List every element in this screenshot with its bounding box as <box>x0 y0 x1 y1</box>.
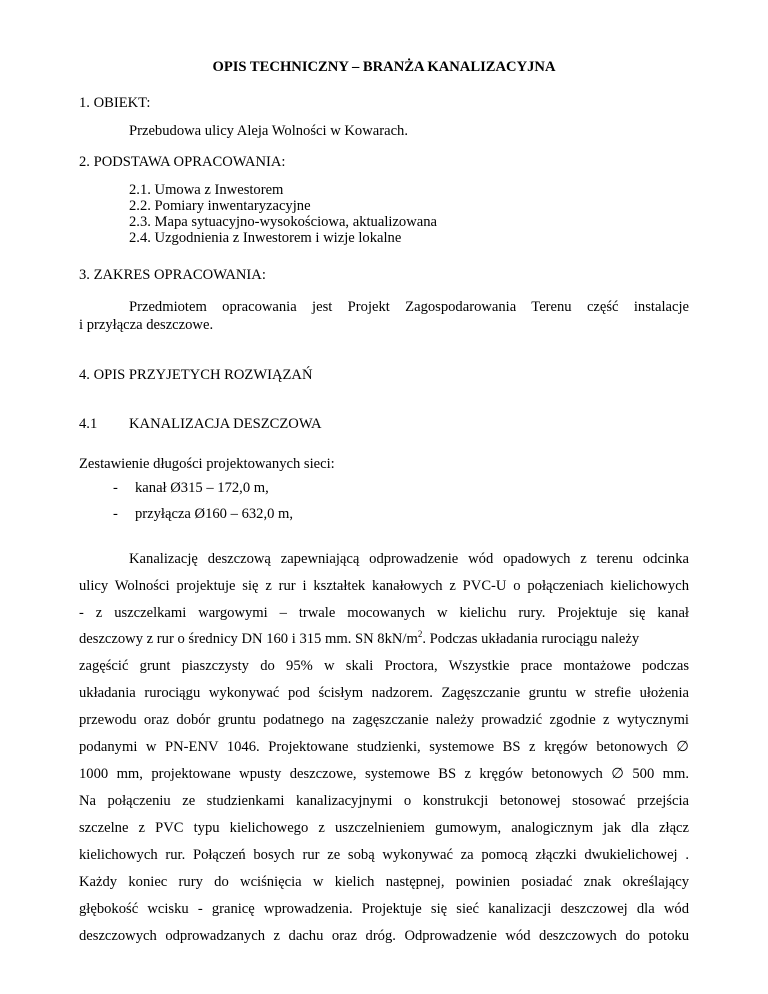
paragraph-line: układania rurociągu wykonywać pod ścisłym nadzorem. Zagęszczanie gruntu w strefie ułożenia <box>79 685 689 701</box>
paragraph-line: głębokość wcisku - granicę wprowadzenia. Projektuje się sieć kanalizacji deszczowej dla wód <box>79 901 689 917</box>
list-item: 2.4. Uzgodnienia z Inwestorem i wizje lokalne <box>129 230 402 246</box>
document-title: OPIS TECHNICZNY – BRANŻA KANALIZACYJNA <box>212 59 556 75</box>
paragraph-line: Kanalizację deszczową zapewniającą odprowadzenie wód opadowych z terenu odcinka <box>129 551 689 567</box>
subsection-title: KANALIZACJA DESZCZOWA <box>129 416 322 432</box>
paragraph-line: szczelne z PVC typu kielichowego z uszczelnieniem gumowym, analogicznym jak dla złącz <box>79 820 689 836</box>
section-4-heading: 4. OPIS PRZYJETYCH ROZWIĄZAŃ <box>79 367 313 383</box>
section-3-text-line: i przyłącza deszczowe. <box>79 317 214 333</box>
paragraph-line-start: deszczowy z rur o średnicy DN 160 i 315 mm. SN 8kN/m <box>79 631 418 647</box>
paragraph-line: kielichowych rur. Połączeń bosych rur ze sobą wykonywać za pomocą złączki dwukielichowej . <box>79 847 689 863</box>
paragraph-line: podanymi w PN-ENV 1046. Projektowane studzienki, systemowe BS z kręgów betonowych ∅ <box>79 739 689 755</box>
section-3-heading: 3. ZAKRES OPRACOWANIA: <box>79 267 266 283</box>
subsection-number: 4.1 <box>79 416 98 432</box>
list-bullet: - <box>113 480 118 496</box>
paragraph-line: Każdy koniec rury do wciśnięcia w kielich następnej, powinien posiadać znak określający <box>79 874 689 890</box>
list-item: 2.2. Pomiary inwentaryzacyjne <box>129 198 311 214</box>
list-item: kanał Ø315 – 172,0 m, <box>135 480 269 496</box>
section-2-heading: 2. PODSTAWA OPRACOWANIA: <box>79 154 286 170</box>
section-1-text: Przebudowa ulicy Aleja Wolności w Kowarach. <box>129 123 409 139</box>
section-3-text-line: Przedmiotem opracowania jest Projekt Zagospodarowania Terenu część instalacje <box>129 299 689 315</box>
list-item: przyłącza Ø160 – 632,0 m, <box>135 506 294 522</box>
paragraph-line: - z uszczelkami wargowymi – trwale mocowanych w kielichu rury. Projektuje się kanał <box>79 605 689 621</box>
paragraph-line: ulicy Wolności projektuje się z rur i kształtek kanałowych z PVC-U o połączeniach kielichowych <box>79 578 689 594</box>
list-bullet: - <box>113 506 118 522</box>
list-item: 2.1. Umowa z Inwestorem <box>129 182 284 198</box>
paragraph-line: 1000 mm, projektowane wpusty deszczowe, systemowe BS z kręgów betonowych ∅ 500 mm. <box>79 766 689 782</box>
superscript: 2 <box>417 629 423 639</box>
paragraph-line-end: . Podczas układania rurociągu należy <box>422 631 640 647</box>
paragraph-line <box>79 630 689 648</box>
paragraph-line: deszczowych odprowadzanych z dachu oraz dróg. Odprowadzenie wód deszczowych do potoku <box>79 928 689 944</box>
paragraph-line: Na połączeniu ze studzienkami kanalizacyjnymi o konstrukcji betonowej stosować przejścia <box>79 793 689 809</box>
paragraph-line: przewodu oraz dobór gruntu podatnego na zagęszczanie należy prowadzić zgodnie z wytycznymi <box>79 712 689 728</box>
paragraph-line: zagęścić grunt piaszczysty do 95% w skali Proctora, Wszystkie prace montażowe podczas <box>79 658 689 674</box>
section-1-heading: 1. OBIEKT: <box>79 95 151 111</box>
lengths-intro: Zestawienie długości projektowanych sieci: <box>79 456 335 472</box>
list-item: 2.3. Mapa sytuacyjno-wysokościowa, aktualizowana <box>129 214 438 230</box>
